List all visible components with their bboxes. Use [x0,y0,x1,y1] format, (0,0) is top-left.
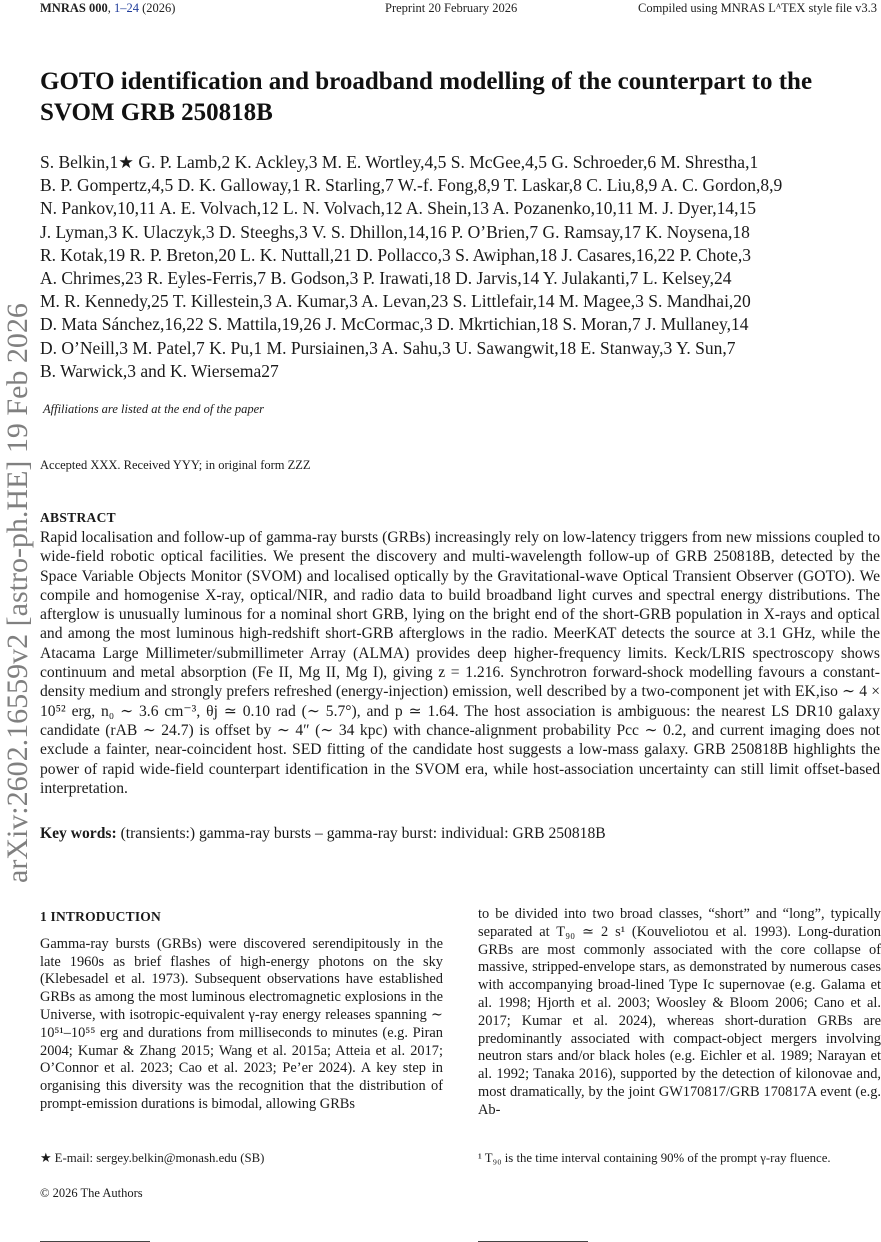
author-line: B. P. Gompertz,4,5 D. K. Galloway,1 R. Starling,7 W.-f. Fong,8,9 T. Laskar,8 C. Liu,8,9 A. C. Gordon,8,9 [40,175,783,196]
author-line: S. Belkin,1★ G. P. Lamb,2 K. Ackley,3 M. E. Wortley,4,5 S. McGee,4,5 G. Schroeder,6 M. Shrestha,1 [40,152,759,172]
journal-volume: 000 [88,1,108,15]
intro-paragraph-left: Gamma-ray bursts (GRBs) were discovered serendipitously in the late 1960s as brief flashes of high-energy photons on the sky (Klebesadel et al. 1973). Subsequent observations have established GRBs as among the most luminous electromagnetic explosions in the Universe, with isotropic-equivalent γ-ray energy releases spanning ∼ 10⁵¹–10⁵⁵ erg and durations from milliseconds to minutes (e.g. Piran 2004; Kumar & Zhang 2015; Wang et al. 2015a; Atteia et al. 2017; O’Connor et al. 2023; Cao et al. 2023; Pe’er 2024). A key step in organising this diversity was the recognition that the distribution of prompt-emission durations is bimodal, allowing GRBs [40,935,443,1112]
affiliations-note: Affiliations are listed at the end of the paper [43,402,265,416]
author-line: J. Lyman,3 K. Ulaczyk,3 D. Steeghs,3 V. S. Dhillon,14,16 P. O’Brien,7 G. Ramsay,17 K. Noysena,18 [40,221,750,242]
author-line: N. Pankov,10,11 A. E. Volvach,12 L. N. Volvach,12 A. Shein,13 A. Pozanenko,10,11 M. J. Dyer,14,15 [40,198,756,219]
copyright: © 2026 The Authors [40,1186,143,1200]
footnote-t90: ¹ T₉₀ is the time interval containing 90% of the prompt γ-ray fluence. [478,1151,831,1165]
journal-name: MNRAS [40,1,86,15]
keywords-line [40,825,606,843]
section-heading: 1 INTRODUCTION [40,909,161,924]
abstract-text: Rapid localisation and follow-up of gamma-ray bursts (GRBs) increasingly rely on low-latency triggers from new missions coupled to wide-field robotic optical facilities. We present the discovery and multi-wavelength follow-up of GRB 250818B, detected by the Space Variable Objects Monitor (SVOM) and localised optically by the Gravitational-wave Optical Transient Observer (GOTO). We compile and homogenise X-ray, optical/NIR, and radio data to build broadband light curves and spectral energy distributions. The afterglow is unusually luminous for a nominal short GRB, lying on the bright end of the short-GRB population in X-rays and optical and among the most luminous high-redshift short-GRB afterglows in the radio. MeerKAT detects the source at 3.1 GHz, while the Atacama Large Millimeter/submillimeter Array (ALMA) provides deep higher-frequency limits. Keck/LRIS spectroscopy shows continuum and metal absorption (Fe II, Mg II, Mg I), giving z = 1.216. Synchrotron forward-shock modelling favours a constant-density medium and strongly prefers refreshed (energy-injection) emission, well described by a two-component jet with EK,iso ∼ 4 × 10⁵² erg, n₀ ∼ 3.6 cm⁻³, θj ≃ 0.10 rad (∼ 5.7°), and p ≃ 1.64. The host association is ambiguous: the nearest LS DR10 galaxy candidate (rAB ∼ 24.7) is offset by ∼ 4″ (∼ 34 kpc) with chance-alignment probability Pcc ∼ 0.2, and current imaging does not exclude a fainter, near-coincident host. SED fitting of the candidate host suggests a low-mass galaxy. GRB 250818B highlights the power of rapid wide-field counterpart identification in the SVOM era, while host-association uncertainty can still limit offset-based interpretation. [40,529,880,797]
intro-paragraph-right: to be divided into two broad classes, “short” and “long”, typically separated at T₉₀ ≃ 2 s¹ (Kouveliotou et al. 1993). Long-duration GRBs are most commonly associated with the core collapse of massive, stripped-envelope stars, as demonstrated by numerous cases with accompanying broad-lined Type Ic supernovae (e.g. Galama et al. 1998; Hjorth et al. 2003; Woosley & Bloom 2006; Cano et al. 2017; Kumar et al. 2024), whereas short-duration GRBs are predominantly associated with compact-object mergers involving neutron stars and/or black holes (e.g. Eichler et al. 1989; Narayan et al. 1992; Tanaka 2016), supported by the detection of kilonovae and, most dramatically, by the joint GW170817/GRB 170817A event (e.g. Ab- [478,906,881,1118]
intro-column-right [478,906,881,1120]
journal-year: (2026) [142,1,176,15]
arxiv-sidebar-stamp: arXiv:2602.16559v2 [astro-ph.HE] 19 Feb 2026 [1,303,34,883]
paper-title: GOTO identification and broadband modelling of the counterpart to the SVOM GRB 250818B [40,68,813,126]
author-line: M. R. Kennedy,25 T. Killestein,3 A. Kumar,3 A. Levan,23 S. Littlefair,14 M. Magee,3 S. Mandhai,20 [40,291,751,312]
keywords-label: Key words: [40,825,117,842]
running-header-left: MNRAS 000, 1–24 (2026) [40,1,176,15]
compile-note: Compiled using MNRAS LᴬTEX style file v3.3 [638,1,877,15]
author-line: B. Warwick,3 and K. Wiersema27 [40,360,279,381]
abstract-heading: ABSTRACT [40,510,116,525]
preprint-date: Preprint 20 February 2026 [385,1,518,15]
acceptance-line: Accepted XXX. Received YYY; in original form ZZZ [40,458,311,472]
footnote-email: ★ E-mail: sergey.belkin@monash.edu (SB) [40,1151,265,1165]
author-line: D. O’Neill,3 M. Patel,7 K. Pu,1 M. Pursiainen,3 A. Sahu,3 U. Sawangwit,18 E. Stanway,3 Y. Sun,7 [40,337,736,358]
intro-column-left [40,908,443,1114]
author-line: D. Mata Sánchez,16,22 S. Mattila,19,26 J. McCormac,3 D. Mkrtichian,18 S. Moran,7 J. Mullaney,14 [40,314,749,335]
author-line: R. Kotak,19 R. P. Breton,20 L. K. Nuttall,21 D. Pollacco,3 S. Awiphan,18 J. Casares,16,22 P. Chote,3 [40,244,752,265]
keywords-text: (transients:) gamma-ray bursts – gamma-ray burst: individual: GRB 250818B [120,825,606,842]
author-list [40,151,870,383]
author-line: A. Chrimes,23 R. Eyles-Ferris,7 B. Godson,3 P. Irawati,18 D. Jarvis,14 Y. Julakanti,7 L. Kelsey,24 [40,268,732,289]
page-range-link[interactable]: 1–24 [113,1,139,15]
